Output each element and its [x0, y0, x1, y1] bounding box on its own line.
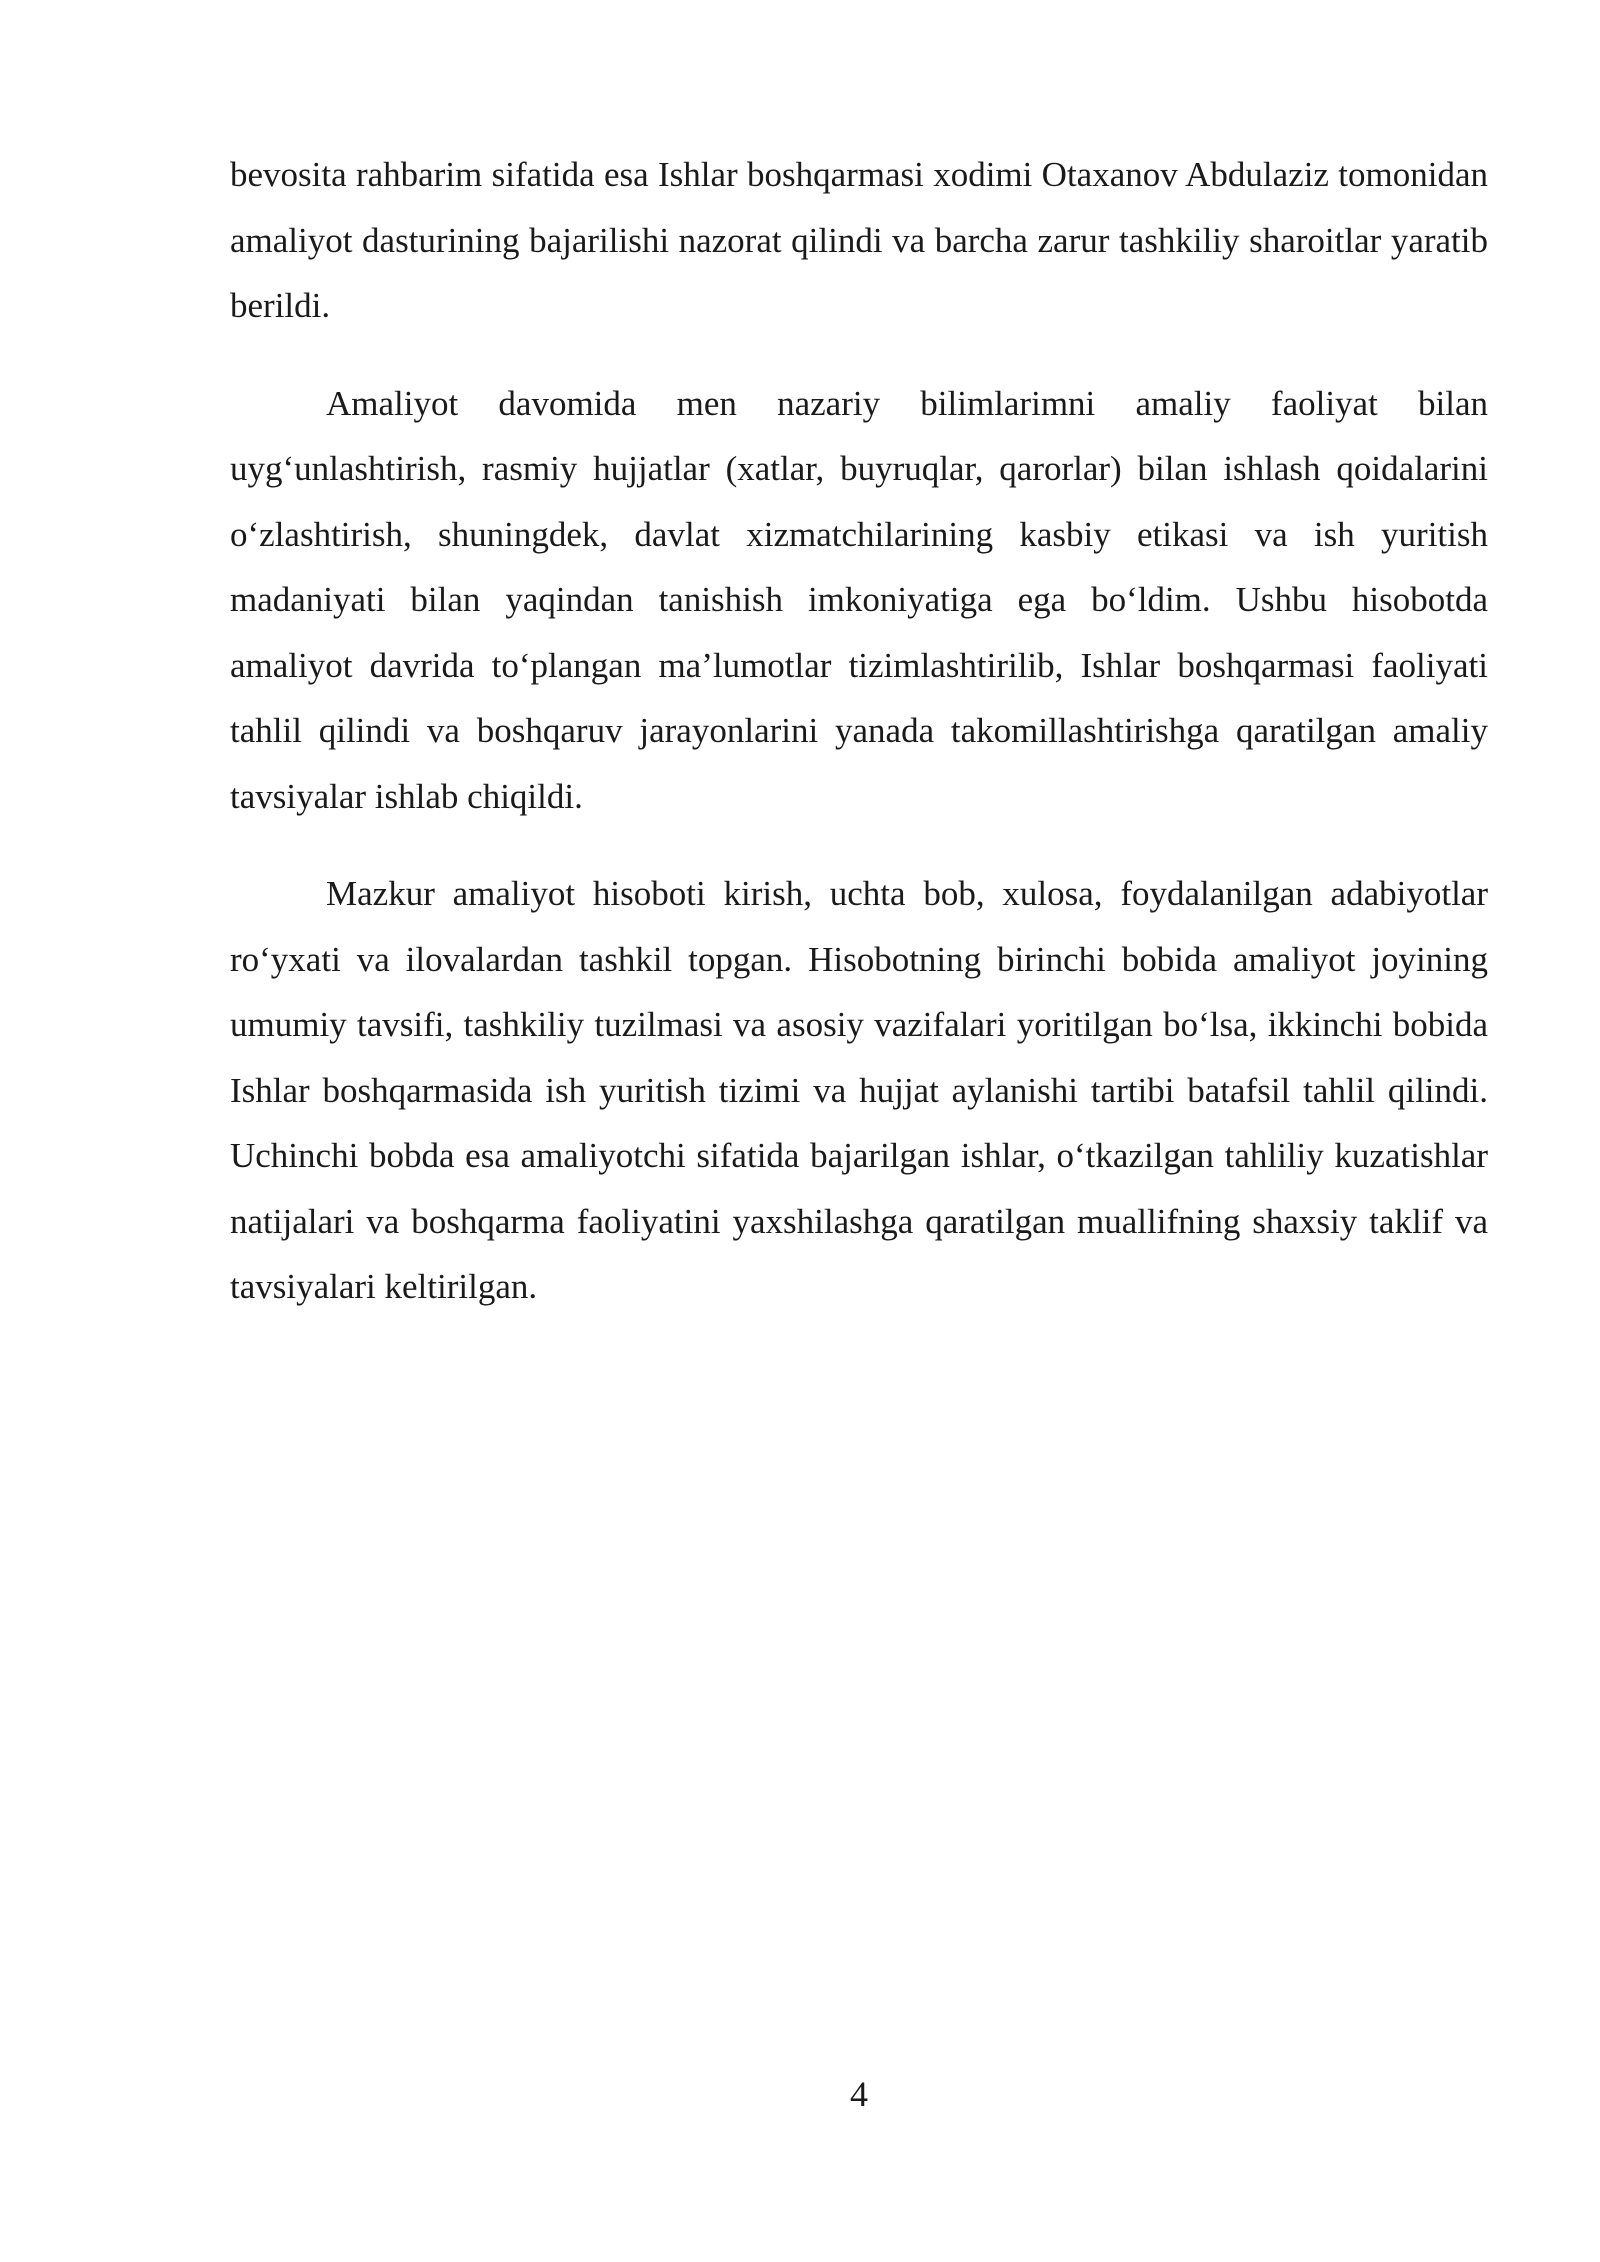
paragraph-3: Mazkur amaliyot hisoboti kirish, uchta bob, xulosa, foydalanilgan adabiyotlar ro‘yxati va ilovalardan tashkil topgan. Hisobotning birinchi bobida amaliyot joyining umumiy tavsifi, tashkiliy tuzilmasi va asosiy vazifalari yoritilgan bo‘lsa, ikkinchi bobida Ishlar boshqarmasida ish yuritish tizimi va hujjat aylanishi tartibi batafsil tahlil qilindi. Uchinchi bobda esa amaliyotchi sifatida bajarilgan ishlar, o‘tkazilgan tahliliy kuzatishlar natijalari va boshqarma faoliyatini yaxshilashga qaratilgan muallifning shaxsiy taklif va tavsiyalari keltirilgan.: [230, 874, 1488, 1306]
text-body: [230, 142, 1488, 1320]
page-number: 4: [850, 2074, 868, 2114]
paragraph-1: bevosita rahbarim sifatida esa Ishlar boshqarmasi xodimi Otaxanov Abdulaziz tomonidan amaliyot dasturining bajarilishi nazorat qilindi va barcha zarur tashkiliy sharoitlar yaratib berildi.: [230, 155, 1488, 325]
paragraph-2: Amaliyot davomida men nazariy bilimlarimni amaliy faoliyat bilan uyg‘unlashtirish, rasmiy hujjatlar (xatlar, buyruqlar, qarorlar) bilan ishlash qoidalarini o‘zlashtirish, shuningdek, davlat xizmatchilarining kasbiy etikasi va ish yuritish madaniyati bilan yaqindan tanishish imkoniyatiga ega bo‘ldim. Ushbu hisobotda amaliyot davrida to‘plangan ma’lumotlar tizimlashtirilib, Ishlar boshqarmasi faoliyati tahlil qilindi va boshqaruv jarayonlarini yanada takomillashtirishga qaratilgan amaliy tavsiyalar ishlab chiqildi.: [230, 383, 1488, 816]
